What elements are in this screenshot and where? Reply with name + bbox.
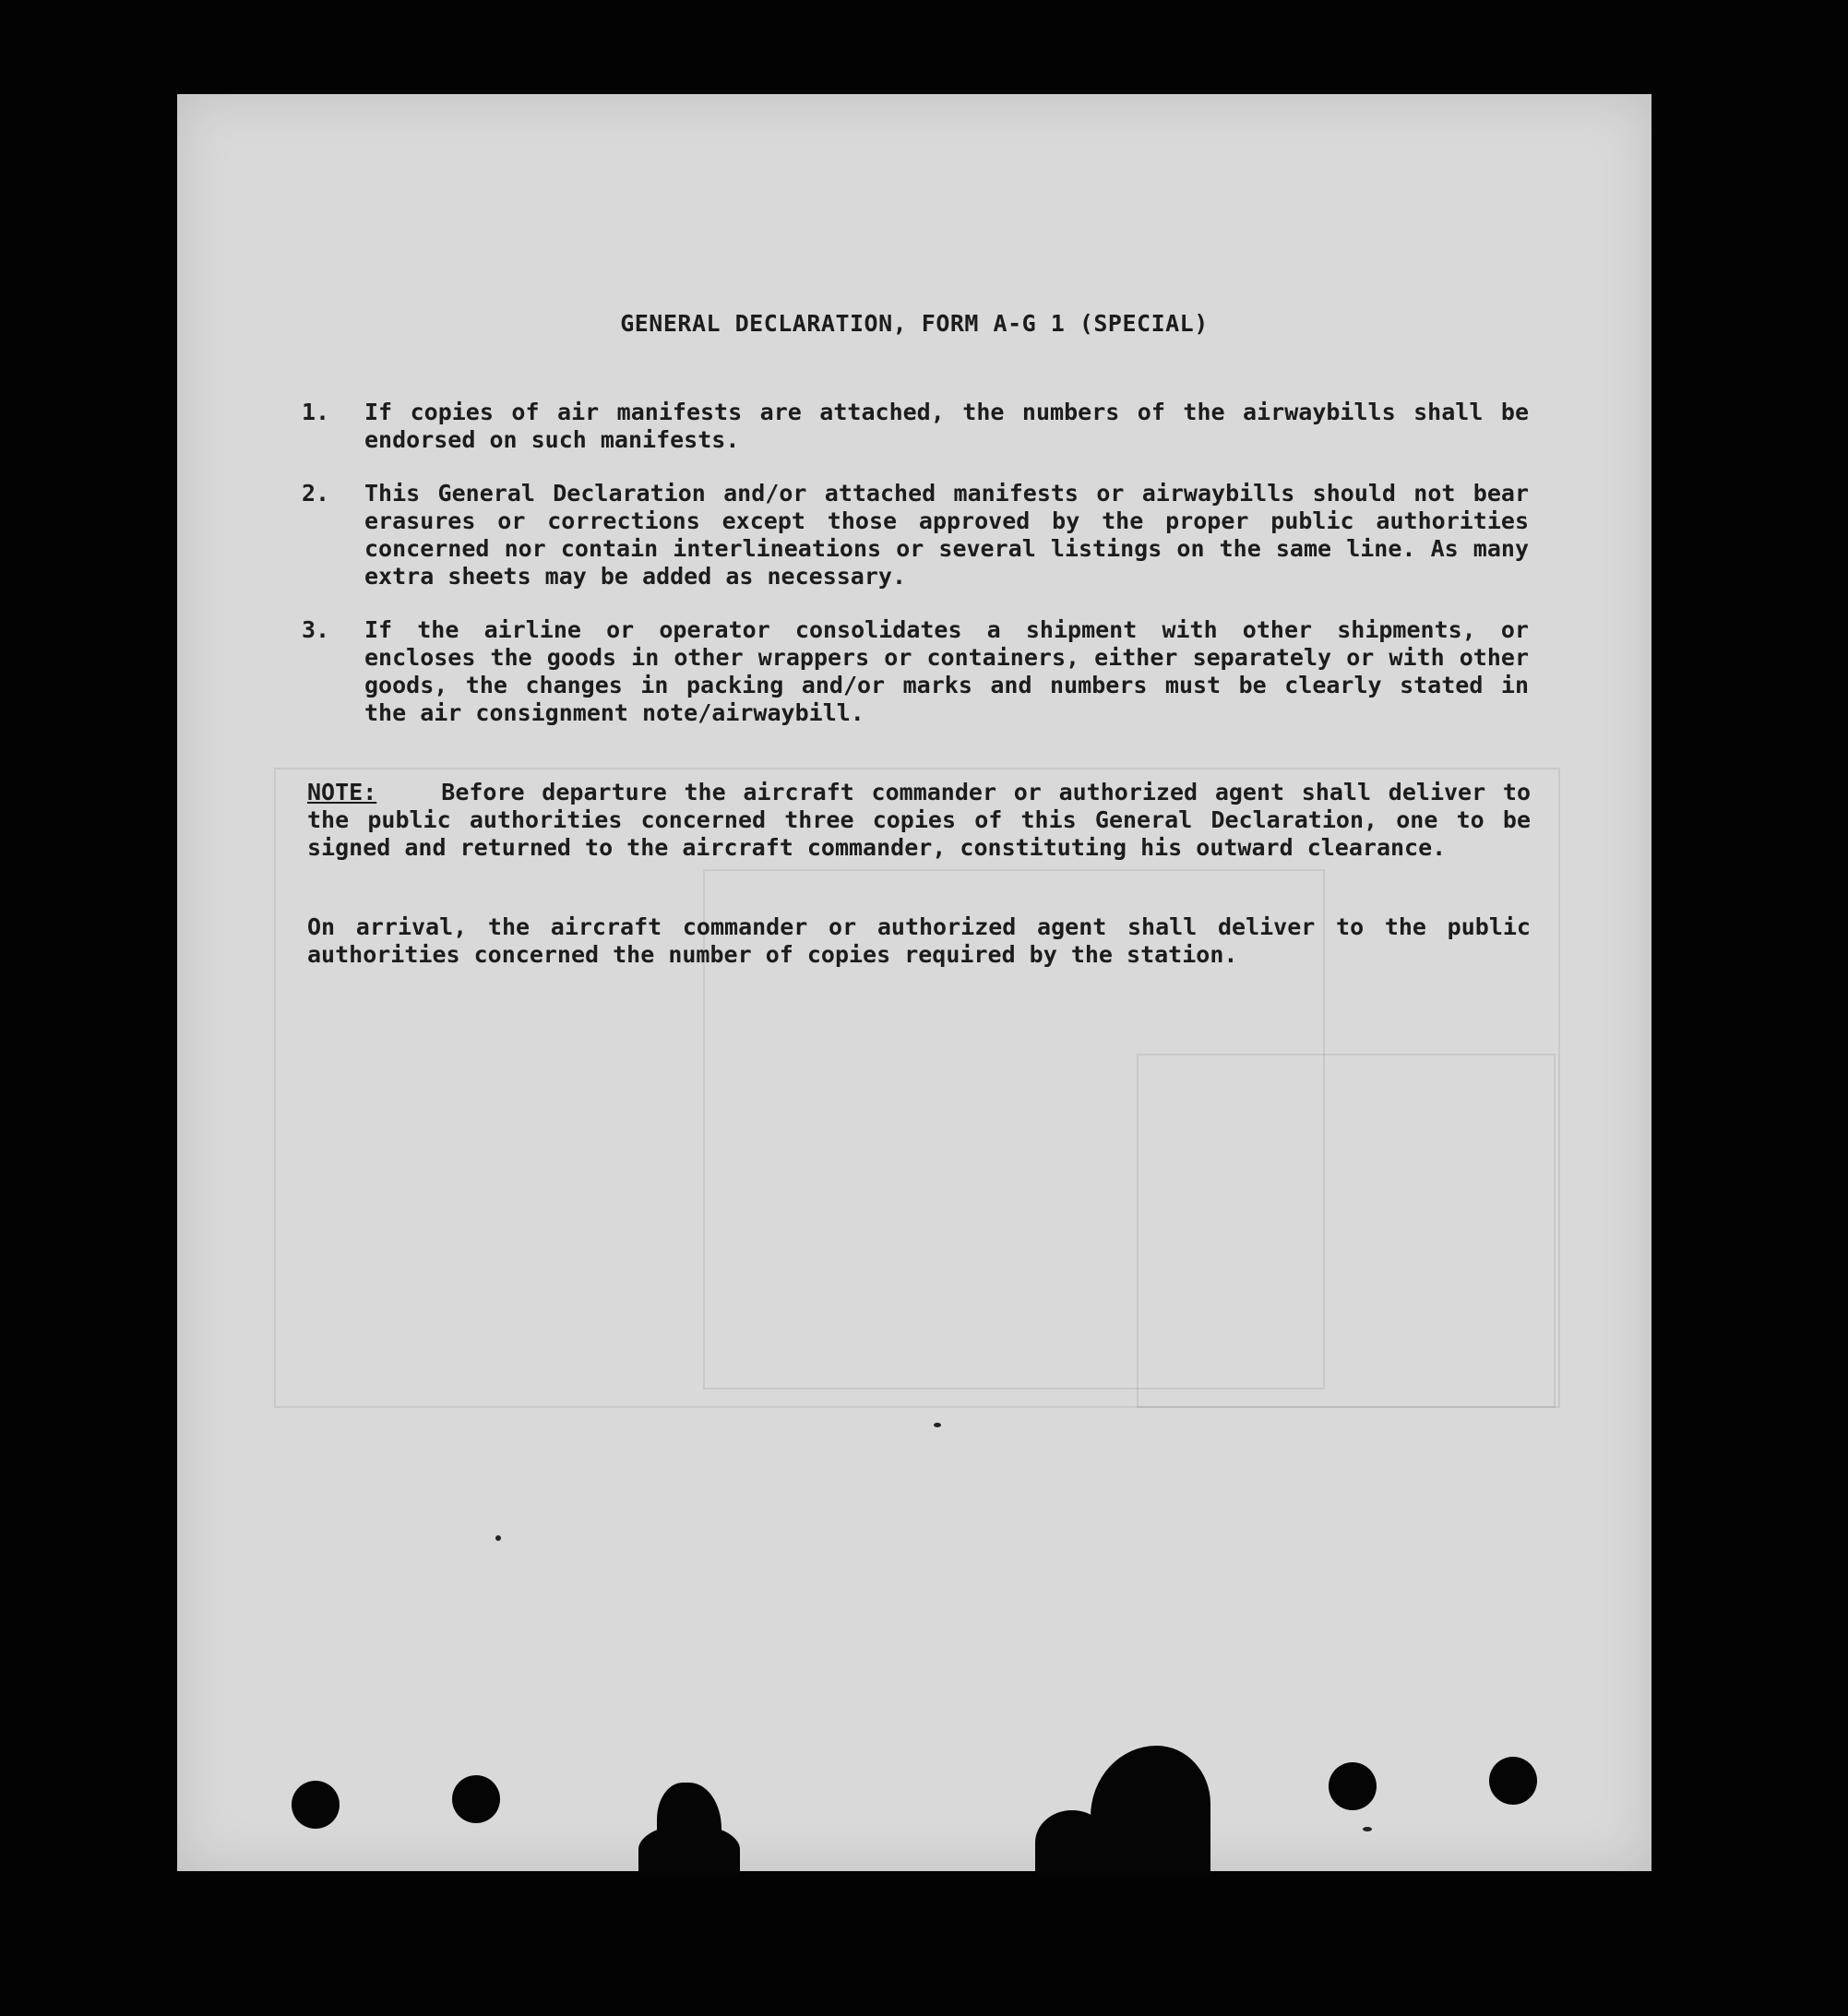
punch-hole bbox=[292, 1781, 340, 1829]
punch-hole bbox=[1489, 1757, 1537, 1805]
document-page bbox=[177, 94, 1651, 1871]
item-number: 3. bbox=[302, 616, 330, 643]
item-text: If the airline or operator consolidates a shipment with other shipments, or encloses the goods in other wrappers or containers, either separately or with other goods, the changes in packing and/or marks and numbers must be clearly stated in the air consignment note/airwaybill. bbox=[364, 616, 1529, 726]
document-title: GENERAL DECLARATION, FORM A-G 1 (SPECIAL) bbox=[620, 310, 1209, 337]
ink-speck bbox=[495, 1535, 501, 1541]
ink-speck bbox=[1363, 1827, 1372, 1831]
instruction-item bbox=[302, 399, 1529, 454]
instruction-item bbox=[302, 616, 1529, 727]
bleed-through-box bbox=[1137, 1054, 1556, 1408]
bleed-through-box bbox=[274, 768, 1560, 1408]
item-text: If copies of air manifests are attached, the numbers of the airwaybills shall be endorsed on such manifests. bbox=[364, 399, 1529, 453]
item-number: 2. bbox=[302, 480, 330, 507]
instruction-item bbox=[302, 480, 1529, 590]
arrival-paragraph: On arrival, the aircraft commander or authorized agent shall deliver to the public authorities concerned the number of copies required by the station. bbox=[307, 913, 1531, 968]
note-paragraph bbox=[307, 779, 1531, 862]
punch-hole bbox=[452, 1775, 500, 1823]
torn-edge bbox=[1035, 1810, 1109, 1875]
note-label: NOTE: bbox=[307, 779, 377, 805]
torn-edge bbox=[638, 1824, 740, 1875]
ink-speck bbox=[934, 1423, 941, 1427]
item-text: This General Declaration and/or attached manifests or airwaybills should not bear erasures or corrections except those approved by the proper public authorities concerned nor contain interlineations or several listings on the same line. As many extra sheets may be added as necessary. bbox=[364, 480, 1529, 590]
punch-hole bbox=[1329, 1762, 1377, 1810]
item-number: 1. bbox=[302, 399, 330, 425]
note-text: Before departure the aircraft commander or authorized agent shall deliver to the public authorities concerned three copies of this General Declaration, one to be signed and returned to the aircraft commander, constituting his outward clearance. bbox=[307, 779, 1531, 861]
